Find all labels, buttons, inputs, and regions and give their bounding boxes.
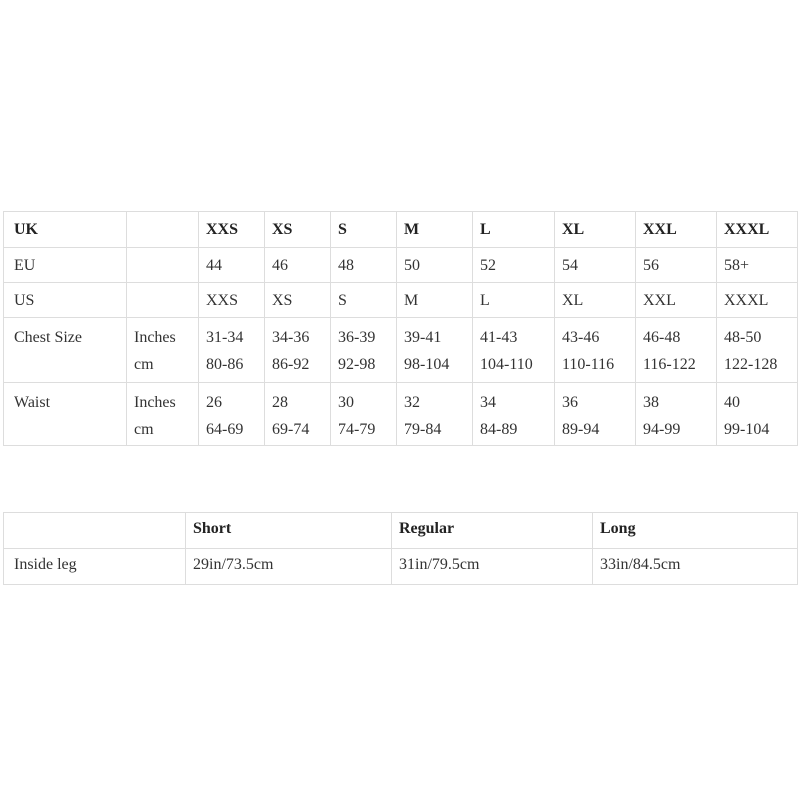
inches-value: 46-48 [643, 329, 681, 346]
unit-inches: Inches [134, 329, 176, 346]
unit-cm: cm [134, 421, 154, 438]
us-size-row [4, 283, 798, 318]
table-cell: 56 [636, 248, 717, 283]
table-cell [473, 383, 555, 446]
cm-value: 80-86 [206, 356, 244, 373]
header-cell [4, 513, 186, 549]
table-cell [397, 318, 473, 383]
header-cell: Regular [392, 513, 593, 549]
table-cell [555, 318, 636, 383]
inches-value: 28 [272, 394, 288, 411]
table-cell: 46 [265, 248, 331, 283]
cm-value: 64-69 [206, 421, 244, 438]
table-cell [717, 383, 798, 446]
cm-value: 98-104 [404, 356, 450, 373]
header-cell: XXXL [717, 212, 798, 248]
cm-value: 92-98 [338, 356, 376, 373]
table-cell: M [397, 283, 473, 318]
row-label: Inside leg [4, 549, 186, 585]
table-cell: 52 [473, 248, 555, 283]
table-cell [199, 318, 265, 383]
table-cell: 31in/79.5cm [392, 549, 593, 585]
inside-leg-table [3, 512, 798, 585]
unit-inches: Inches [134, 394, 176, 411]
inches-value: 34-36 [272, 329, 310, 346]
table-cell [636, 318, 717, 383]
size-chart-table [3, 211, 798, 446]
inches-value: 26 [206, 394, 222, 411]
inches-value: 40 [724, 394, 740, 411]
inches-value: 38 [643, 394, 659, 411]
table-cell [265, 318, 331, 383]
waist-size-row [4, 383, 798, 446]
cm-value: 84-89 [480, 421, 518, 438]
header-cell: XXS [199, 212, 265, 248]
unit-cm: cm [134, 356, 154, 373]
table-cell [636, 383, 717, 446]
header-cell [127, 212, 199, 248]
table-cell: 50 [397, 248, 473, 283]
row-label: Waist [4, 383, 127, 446]
inches-value: 43-46 [562, 329, 600, 346]
table-cell: S [331, 283, 397, 318]
header-cell: M [397, 212, 473, 248]
table-cell: XXXL [717, 283, 798, 318]
size-header-row [4, 212, 798, 248]
header-cell: S [331, 212, 397, 248]
inches-value: 30 [338, 394, 354, 411]
inches-value: 36 [562, 394, 578, 411]
cm-value: 99-104 [724, 421, 770, 438]
table-cell: 48 [331, 248, 397, 283]
table-cell: 33in/84.5cm [593, 549, 798, 585]
cm-value: 104-110 [480, 356, 533, 373]
inches-value: 31-34 [206, 329, 244, 346]
cm-value: 69-74 [272, 421, 310, 438]
inches-value: 32 [404, 394, 420, 411]
cm-value: 116-122 [643, 356, 696, 373]
header-cell: L [473, 212, 555, 248]
table-cell: XXL [636, 283, 717, 318]
table-cell [127, 283, 199, 318]
inside-leg-row [4, 549, 798, 585]
cm-value: 79-84 [404, 421, 442, 438]
row-label: Chest Size [4, 318, 127, 383]
row-label: EU [4, 248, 127, 283]
unit-cell [127, 318, 199, 383]
inches-value: 34 [480, 394, 496, 411]
header-cell: XS [265, 212, 331, 248]
table-cell: 44 [199, 248, 265, 283]
table-cell: 54 [555, 248, 636, 283]
table-cell [127, 248, 199, 283]
cm-value: 89-94 [562, 421, 600, 438]
table-cell: XXS [199, 283, 265, 318]
table-cell [717, 318, 798, 383]
inches-value: 41-43 [480, 329, 518, 346]
table-cell: 58+ [717, 248, 798, 283]
eu-size-row [4, 248, 798, 283]
table-cell [397, 383, 473, 446]
inches-value: 48-50 [724, 329, 762, 346]
header-cell: XL [555, 212, 636, 248]
table-cell [555, 383, 636, 446]
table-cell [473, 318, 555, 383]
header-cell: UK [4, 212, 127, 248]
cm-value: 122-128 [724, 356, 778, 373]
table-cell: XS [265, 283, 331, 318]
header-cell: XXL [636, 212, 717, 248]
table-cell [199, 383, 265, 446]
cm-value: 86-92 [272, 356, 310, 373]
inches-value: 39-41 [404, 329, 442, 346]
inches-value: 36-39 [338, 329, 376, 346]
unit-cell [127, 383, 199, 446]
table-cell: XL [555, 283, 636, 318]
table-cell: L [473, 283, 555, 318]
cm-value: 94-99 [643, 421, 681, 438]
chest-size-row [4, 318, 798, 383]
row-label: US [4, 283, 127, 318]
header-cell: Long [593, 513, 798, 549]
leg-header-row [4, 513, 798, 549]
table-cell: 29in/73.5cm [186, 549, 392, 585]
table-cell [331, 383, 397, 446]
table-cell [331, 318, 397, 383]
table-cell [265, 383, 331, 446]
cm-value: 110-116 [562, 356, 615, 373]
cm-value: 74-79 [338, 421, 376, 438]
header-cell: Short [186, 513, 392, 549]
